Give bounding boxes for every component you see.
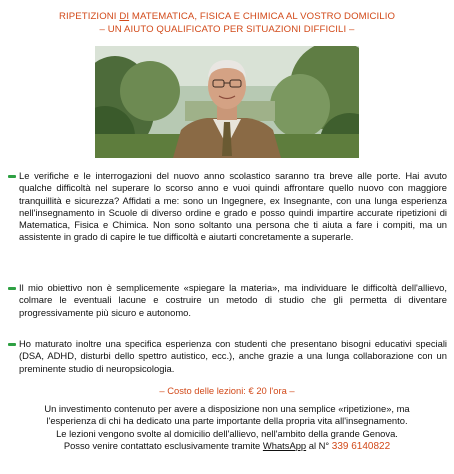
page-title: [0, 10, 454, 36]
bullet-text-2: Il mio obiettivo non è semplicemente «spiegare la materia», ma individuare le difficoltà dell'allievo, colmare le eventuali lacune e costruire un metodo di studio che gli permetta di diventare progressivamente più sicuro e autonomo.: [19, 282, 447, 318]
title-line-2: – UN AIUTO QUALIFICATO PER SITUAZIONI DIFFICILI –: [99, 24, 355, 35]
footer-line-1: Un investimento contenuto per avere a disposizione non una semplice «ripetizione», ma: [44, 403, 410, 414]
footer: [0, 403, 454, 453]
whatsapp-link[interactable]: WhatsApp: [262, 439, 307, 451]
bullet-text-3: Ho maturato inoltre una specifica esperienza con studenti che presentano bisogni educativi speciali (DSA, ADHD, disturbi dello spettro autistico, ecc.), anche grazie a una lunga collaborazione con un preminente studio di neuropsicologia.: [19, 338, 447, 374]
contact-number-label: al N°: [306, 439, 332, 451]
title-text-b: MATEMATICA, FISICA E CHIMICA AL VOSTRO DOMICILIO: [129, 11, 396, 22]
teacher-photo: [95, 46, 359, 158]
contact-text: Posso venire contattato esclusivamente tramite: [63, 439, 263, 451]
footer-line-2: l'esperienza di chi ha dedicato una parte importante della propria vita all'insegnamento.: [46, 415, 408, 427]
green-dash-icon: [8, 287, 16, 290]
title-line-1: [0, 10, 454, 23]
bullet-text-1: Le verifiche e le interrogazioni del nuovo anno scolastico saranno tra breve alle porte. Hai avuto qualche difficoltà nel superare lo scorso anno e vuoi quindi affrontare quello nuovo con maggiore tranquillità e sicurezza? Affidati a me: sono un Ingegnere, ex Insegnante, con una lunga esperienza nell'insegnamento in Scuole di diverso ordine e grado e posso quindi impartire accurate ripetizioni di Matematica, Fisica e Chimica. Non sono soltanto una persona che ti aiuta a fare i compiti, ma un assistente in grado di capire le tue difficoltà e aiutarti concretamente a superarle.: [19, 170, 447, 243]
lesson-cost: – Costo delle lezioni: € 20 l'ora –: [159, 385, 295, 396]
green-dash-icon: [8, 175, 16, 178]
title-text-a: RIPETIZIONI: [58, 11, 120, 22]
contact-line: [0, 440, 454, 453]
title-text-di: DI: [119, 11, 130, 22]
phone-number[interactable]: 339 6140822: [331, 440, 391, 452]
green-dash-icon: [8, 343, 16, 346]
footer-line-3: Le lezioni vengono svolte al domicilio dell'allievo, nell'ambito della grande Genova.: [56, 427, 398, 439]
